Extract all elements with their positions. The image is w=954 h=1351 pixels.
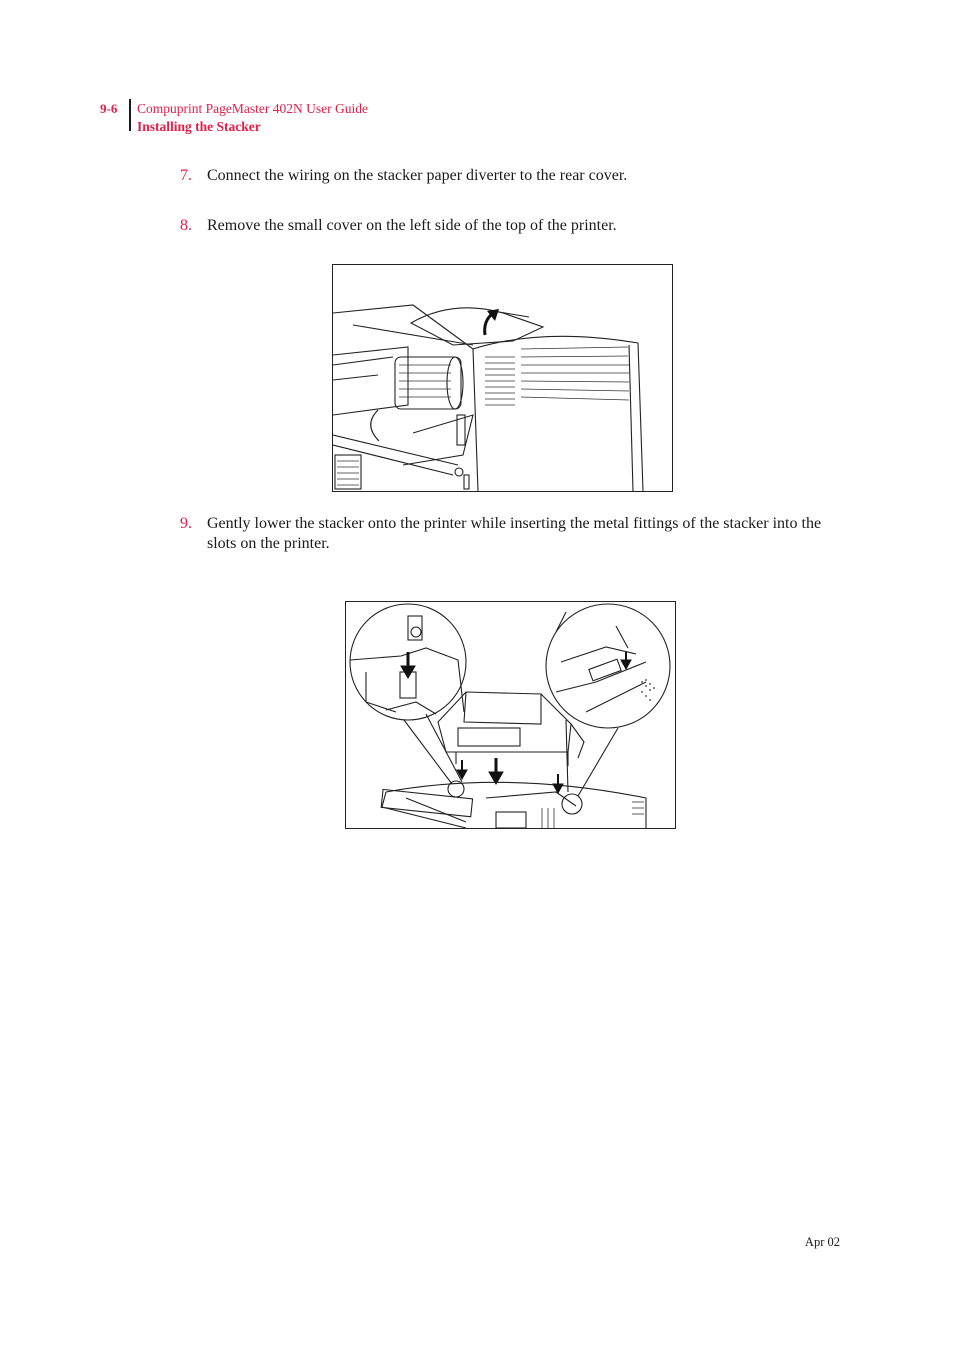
guide-title: Compuprint PageMaster 402N User Guide (137, 101, 368, 116)
printer-top-cover-illustration (333, 265, 672, 491)
step-7 (180, 166, 840, 186)
section-title: Installing the Stacker (137, 119, 261, 134)
step-text: Connect the wiring on the stacker paper diverter to the rear cover. (207, 167, 628, 184)
step-text: Gently lower the stacker onto the printer while inserting the metal fittings of the stacker into the slots on the printer. (207, 515, 822, 552)
stacker-install-illustration (346, 602, 675, 828)
step-9 (180, 514, 840, 554)
step-number: 8. (180, 217, 192, 234)
step-8 (180, 216, 840, 236)
footer-date: Apr 02 (804, 1235, 840, 1249)
page-number: 9-6 (100, 101, 118, 116)
step-number: 9. (180, 515, 192, 532)
step-number: 7. (180, 167, 192, 184)
step-text: Remove the small cover on the left side of the top of the printer. (207, 217, 617, 234)
header-divider (129, 99, 131, 131)
figure-remove-small-cover (332, 264, 673, 492)
figure-lower-stacker (345, 601, 676, 829)
